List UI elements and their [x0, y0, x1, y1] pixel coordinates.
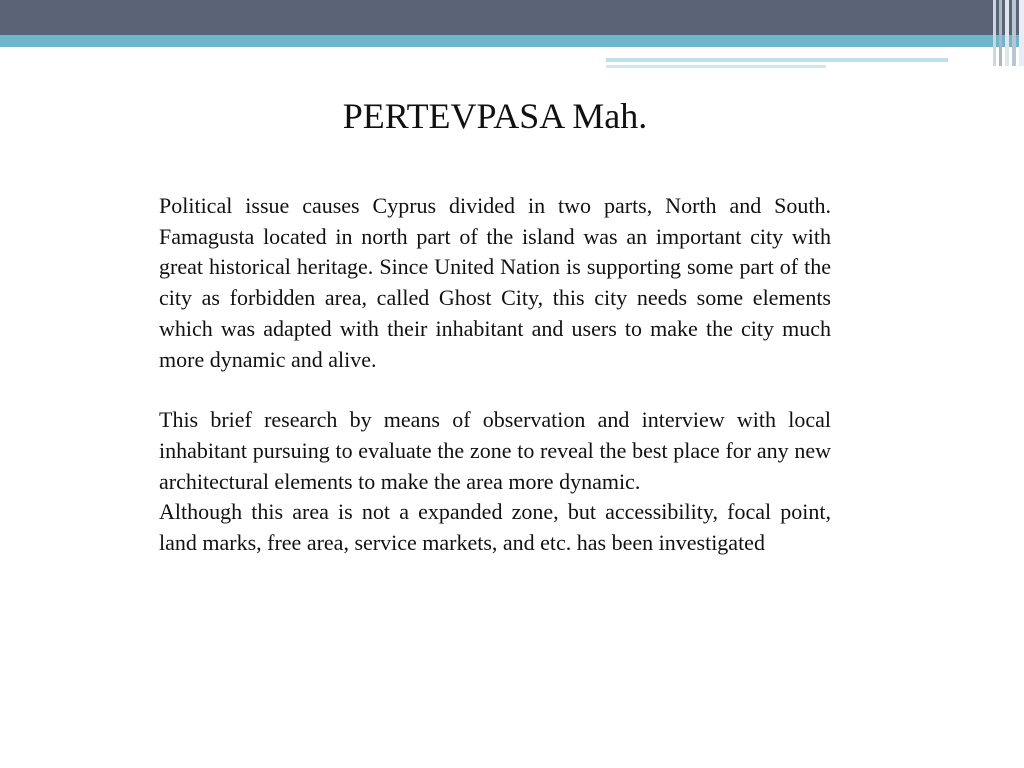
stripe	[999, 0, 1002, 66]
slide-body	[159, 191, 831, 559]
paragraph-research: This brief research by means of observation and interview with local inhabitant pursuing to evaluate the zone to reveal the best place for any new architectural elements to make the area more dynamic.	[159, 407, 831, 494]
stripe	[993, 0, 996, 66]
header-light-line	[606, 58, 948, 62]
header-dark-band	[0, 0, 1024, 35]
stripe	[1012, 0, 1015, 66]
paragraph-investigation: Although this area is not a expanded zone, but accessibility, focal point, land marks, free area, service markets, and etc. has been investigated	[159, 499, 831, 556]
slide-title: PERTEVPASA Mah.	[342, 96, 648, 136]
header-teal-band	[0, 35, 1024, 47]
stripe	[1005, 0, 1009, 66]
header-vertical-stripes	[990, 0, 1024, 66]
stripe	[1019, 0, 1024, 66]
paragraph-political-issue: Political issue causes Cyprus divided in two parts, North and South. Famagusta located in north part of the island was an important city with great historical heritage. Since United Nation is supporting some part of the city as forbidden area, called Ghost City, this city needs some elements which was adapted with their inhabitant and users to make the city much more dynamic and alive.	[159, 193, 831, 372]
header-light-line-short	[606, 65, 826, 68]
